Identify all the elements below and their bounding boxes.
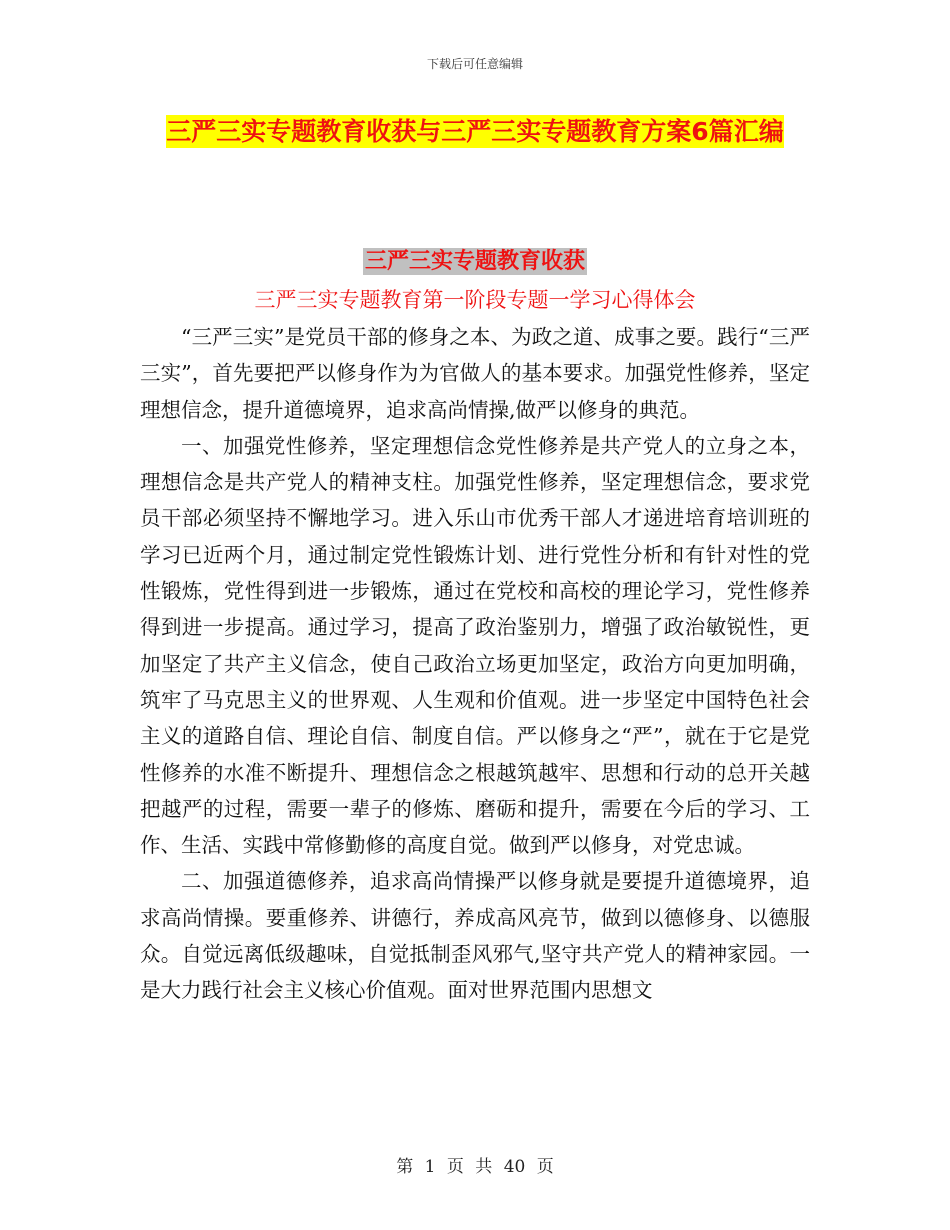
paragraph: “三严三实”是党员干部的修身之本、为政之道、成事之要。践行“三严三实”，首先要把严以修身作为为官做人的基本要求。加强党性修养，坚定理想信念，提升道德境界，追求高尚情操,做严以修身的典范。 [140, 325, 810, 422]
section-title-text: 三严三实专题教育收获 [364, 249, 585, 274]
page-footer: 第 1 页 共 40 页 [396, 1157, 554, 1177]
document-title [140, 108, 810, 156]
section-title [0, 245, 950, 279]
paragraph: 一、加强党性修养，坚定理想信念党性修养是共产党人的立身之本，理想信念是共产党人的精神支柱。加强党性修养，坚定理想信念，要求党员干部必须坚持不懈地学习。进入乐山市优秀干部人才递进培育培训班的学习已近两个月，通过制定党性锻炼计划、进行党性分析和有针对性的党性锻炼，党性得到进一步锻炼，通过在党校和高校的理论学习，党性修养得到进一步提高。通过学习，提高了政治鉴别力，增强了政治敏锐性，更加坚定了共产主义信念，使自己政治立场更加坚定，政治方向更加明确，筑牢了马克思主义的世界观、人生观和价值观。进一步坚定中国特色社会主义的道路自信、理论自信、制度自信。严以修身之“严”，就在于它是党性修养的水准不断提升、理想信念之根越筑越牢、思想和行动的总开关越把越严的过程，需要一辈子的修炼、磨砺和提升，需要在今后的学习、工作、生活、实践中常修勤修的高度自觉。做到严以修身，对党忠诚。 [140, 433, 810, 858]
document-title-text: 三严三实专题教育收获与三严三实专题教育方案6篇汇编 [166, 117, 784, 146]
header-note: 下载后可任意编辑 [426, 57, 523, 71]
paragraph: 二、加强道德修养，追求高尚情操严以修身就是要提升道德境界，追求高尚情操。要重修养、讲德行，养成高风亮节，做到以德修身、以德服众。自觉远离低级趣味，自觉抵制歪风邪气,坚守共产党人的精神家园。一是大力践行社会主义核心价值观。面对世界范围内思想文 [140, 869, 810, 1003]
body-text [140, 319, 810, 1009]
subtitle: 三严三实专题教育第一阶段专题一学习心得体会 [254, 288, 696, 312]
